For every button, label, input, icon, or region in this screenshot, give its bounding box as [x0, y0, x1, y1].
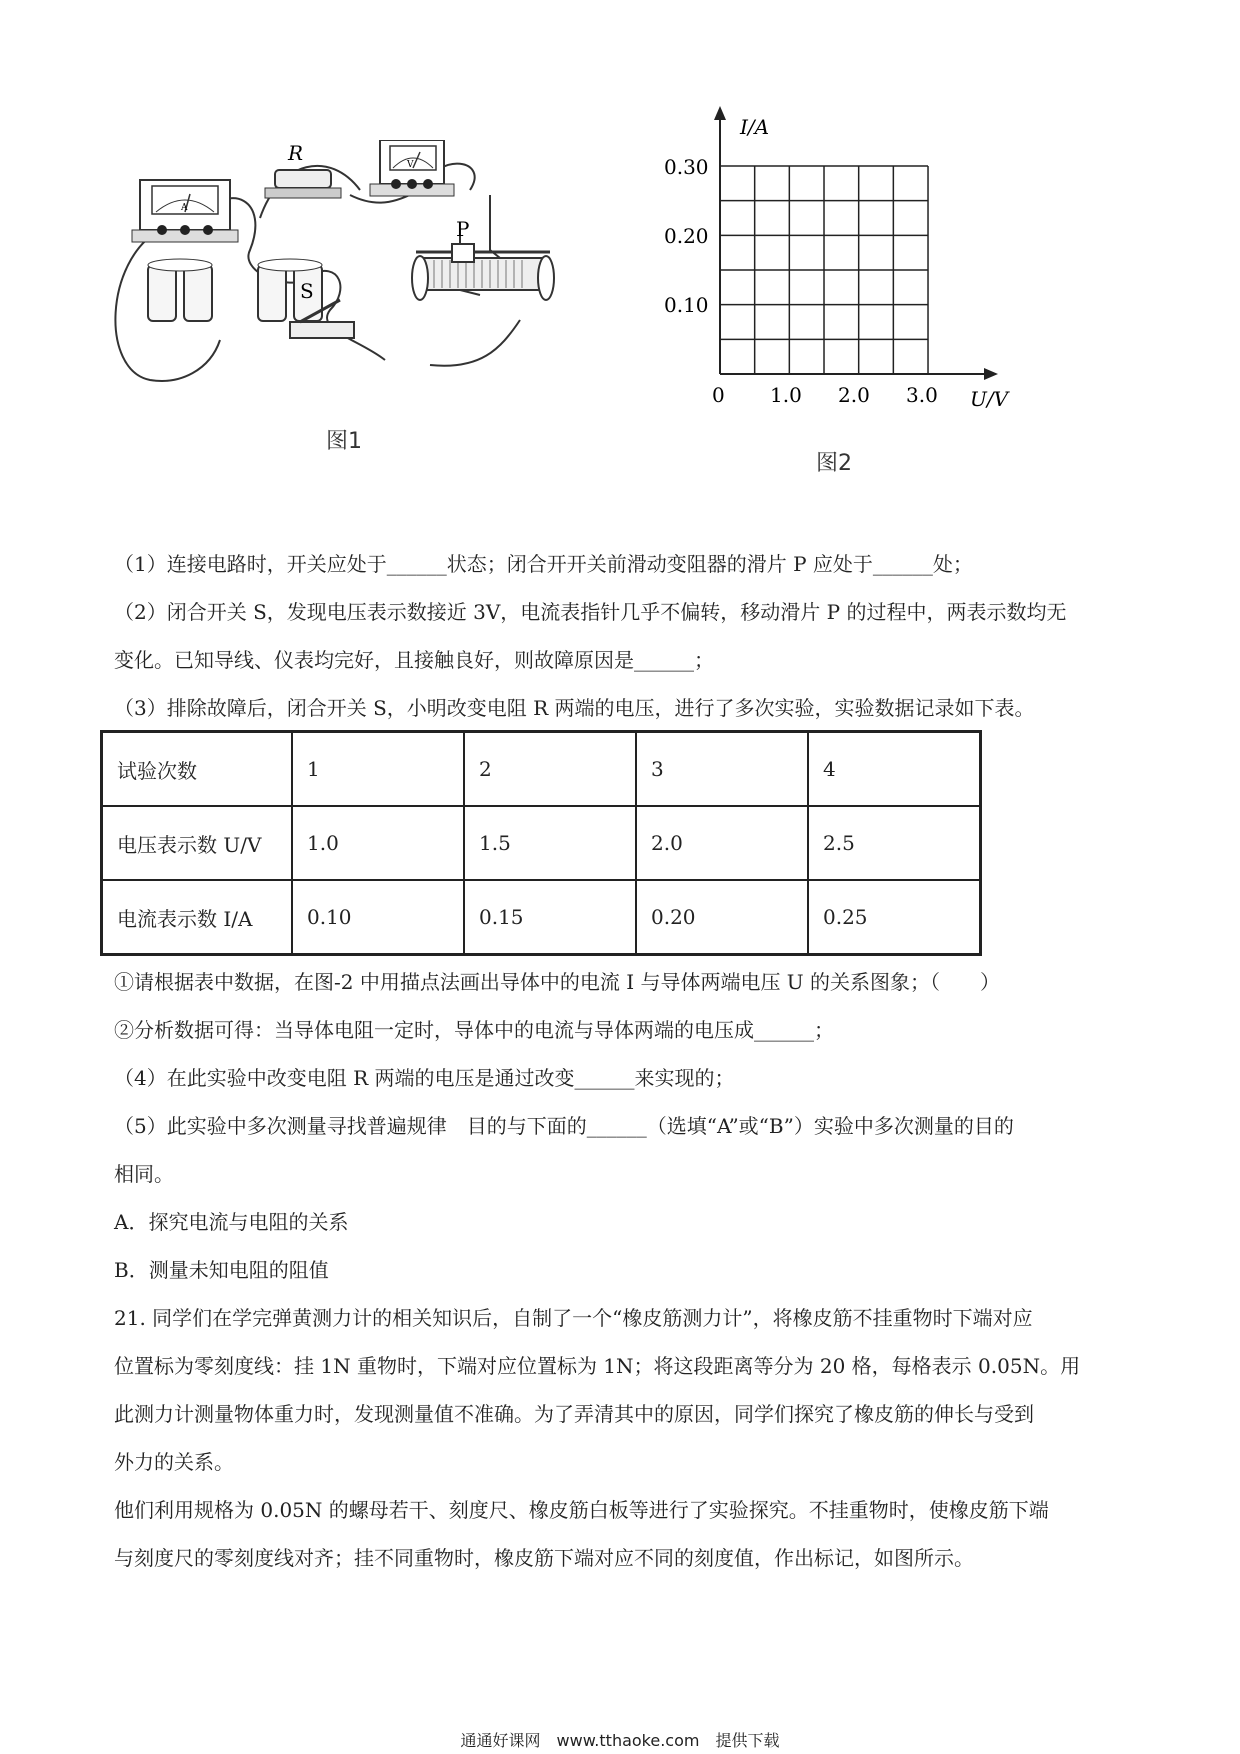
question-3: （3）排除故障后，闭合开关 S，小明改变电阻 R 两端的电压，进行了多次实验，实验数据记录如下表。: [114, 696, 1035, 720]
question-21-line6: 与刻度尺的零刻度线对齐；挂不同重物时，橡皮筋下端对应不同的刻度值，作出标记，如图所示。: [114, 1546, 974, 1570]
question-2-line1: （2）闭合开关 S，发现电压表示数接近 3V，电流表指针几乎不偏转，移动滑片 P 的过程中，两表示数均无: [114, 600, 1067, 624]
table-cell: 1: [292, 732, 464, 807]
rheostat: [412, 217, 554, 300]
iu-graph: [650, 100, 1030, 420]
circuit-figure: [100, 140, 620, 400]
table-row: [102, 880, 981, 955]
question-5-line2: 相同。: [114, 1162, 174, 1186]
question-21-line2: 位置标为零刻度线：挂 1N 重物时，下端对应位置标为 1N；将这段距离等分为 20 格，每格表示 0.05N。用: [114, 1354, 1081, 1378]
question-4: （4）在此实验中改变电阻 R 两端的电压是通过改变______来实现的；: [114, 1066, 735, 1090]
x-tick-label: 0: [712, 383, 725, 407]
option-a: A．探究电流与电阻的关系: [114, 1210, 349, 1234]
y-tick-label: 0.10: [664, 293, 709, 317]
svg-text:A: A: [181, 203, 188, 213]
table-cell: 0.15: [464, 880, 636, 955]
table-cell: 2: [464, 732, 636, 807]
table-cell: 试验次数: [102, 732, 293, 807]
y-axis-label: I/A: [740, 115, 770, 139]
svg-text:P: P: [456, 217, 470, 241]
x-tick-label: 1.0: [770, 383, 802, 407]
table-cell: 2.0: [636, 806, 808, 880]
svg-text:V: V: [407, 160, 414, 170]
table-cell: 电流表示数 I/A: [102, 880, 293, 955]
resistor: [265, 141, 341, 198]
battery-cells: [148, 259, 322, 321]
y-axis-arrow: [714, 106, 726, 120]
table-cell: 4: [808, 732, 981, 807]
x-tick-label: 3.0: [906, 383, 938, 407]
x-axis-arrow: [984, 368, 998, 380]
table-cell: 1.0: [292, 806, 464, 880]
svg-text:S: S: [300, 279, 314, 303]
table-row: [102, 732, 981, 807]
question-5-line1: （5）此实验中多次测量寻找普遍规律 目的与下面的______（选填“A”或“B”）实验中多次测量的目的: [114, 1114, 1014, 1138]
figure1-caption: 图1: [326, 429, 362, 454]
table-cell: 2.5: [808, 806, 981, 880]
figure2-caption: 图2: [816, 451, 852, 476]
y-tick-label: 0.30: [664, 155, 709, 179]
table-cell: 电压表示数 U/V: [102, 806, 293, 880]
voltmeter: [370, 140, 454, 196]
table-cell: 3: [636, 732, 808, 807]
table-cell: 0.20: [636, 880, 808, 955]
data-table: [100, 730, 982, 956]
question-21-line4: 外力的关系。: [114, 1450, 234, 1474]
table-cell: 1.5: [464, 806, 636, 880]
x-axis-label: U/V: [970, 387, 1009, 411]
question-1: （1）连接电路时，开关应处于______状态；闭合开开关前滑动变阻器的滑片 P 应处于______处；: [114, 552, 973, 576]
option-b: B．测量未知电阻的阻值: [114, 1258, 329, 1282]
svg-text:R: R: [288, 141, 304, 165]
table-cell: 0.10: [292, 880, 464, 955]
table-row: [102, 806, 981, 880]
y-tick-label: 0.20: [664, 224, 709, 248]
footer-text: 通通好课网 www.tthaoke.com 提供下载: [460, 1731, 780, 1750]
question-3-part1: ①请根据表中数据，在图-2 中用描点法画出导体中的电流 I 与导体两端电压 U 的关系图象；（ ）: [114, 970, 1001, 994]
x-tick-label: 2.0: [838, 383, 870, 407]
question-2-line2: 变化。已知导线、仪表均完好，且接触良好，则故障原因是______；: [114, 648, 714, 672]
question-21-line3: 此测力计测量物体重力时，发现测量值不准确。为了弄清其中的原因，同学们探究了橡皮筋的伸长与受到: [114, 1402, 1034, 1426]
question-21-line5: 他们利用规格为 0.05N 的螺母若干、刻度尺、橡皮筋白板等进行了实验探究。不挂重物时，使橡皮筋下端: [114, 1498, 1049, 1522]
question-3-part2: ②分析数据可得：当导体电阻一定时，导体中的电流与导体两端的电压成______；: [114, 1018, 834, 1042]
table-cell: 0.25: [808, 880, 981, 955]
question-21-line1: 21. 同学们在学完弹黄测力计的相关知识后，自制了一个“橡皮筋测力计”，将橡皮筋不挂重物时下端对应: [114, 1306, 1033, 1330]
ammeter: [132, 180, 238, 242]
